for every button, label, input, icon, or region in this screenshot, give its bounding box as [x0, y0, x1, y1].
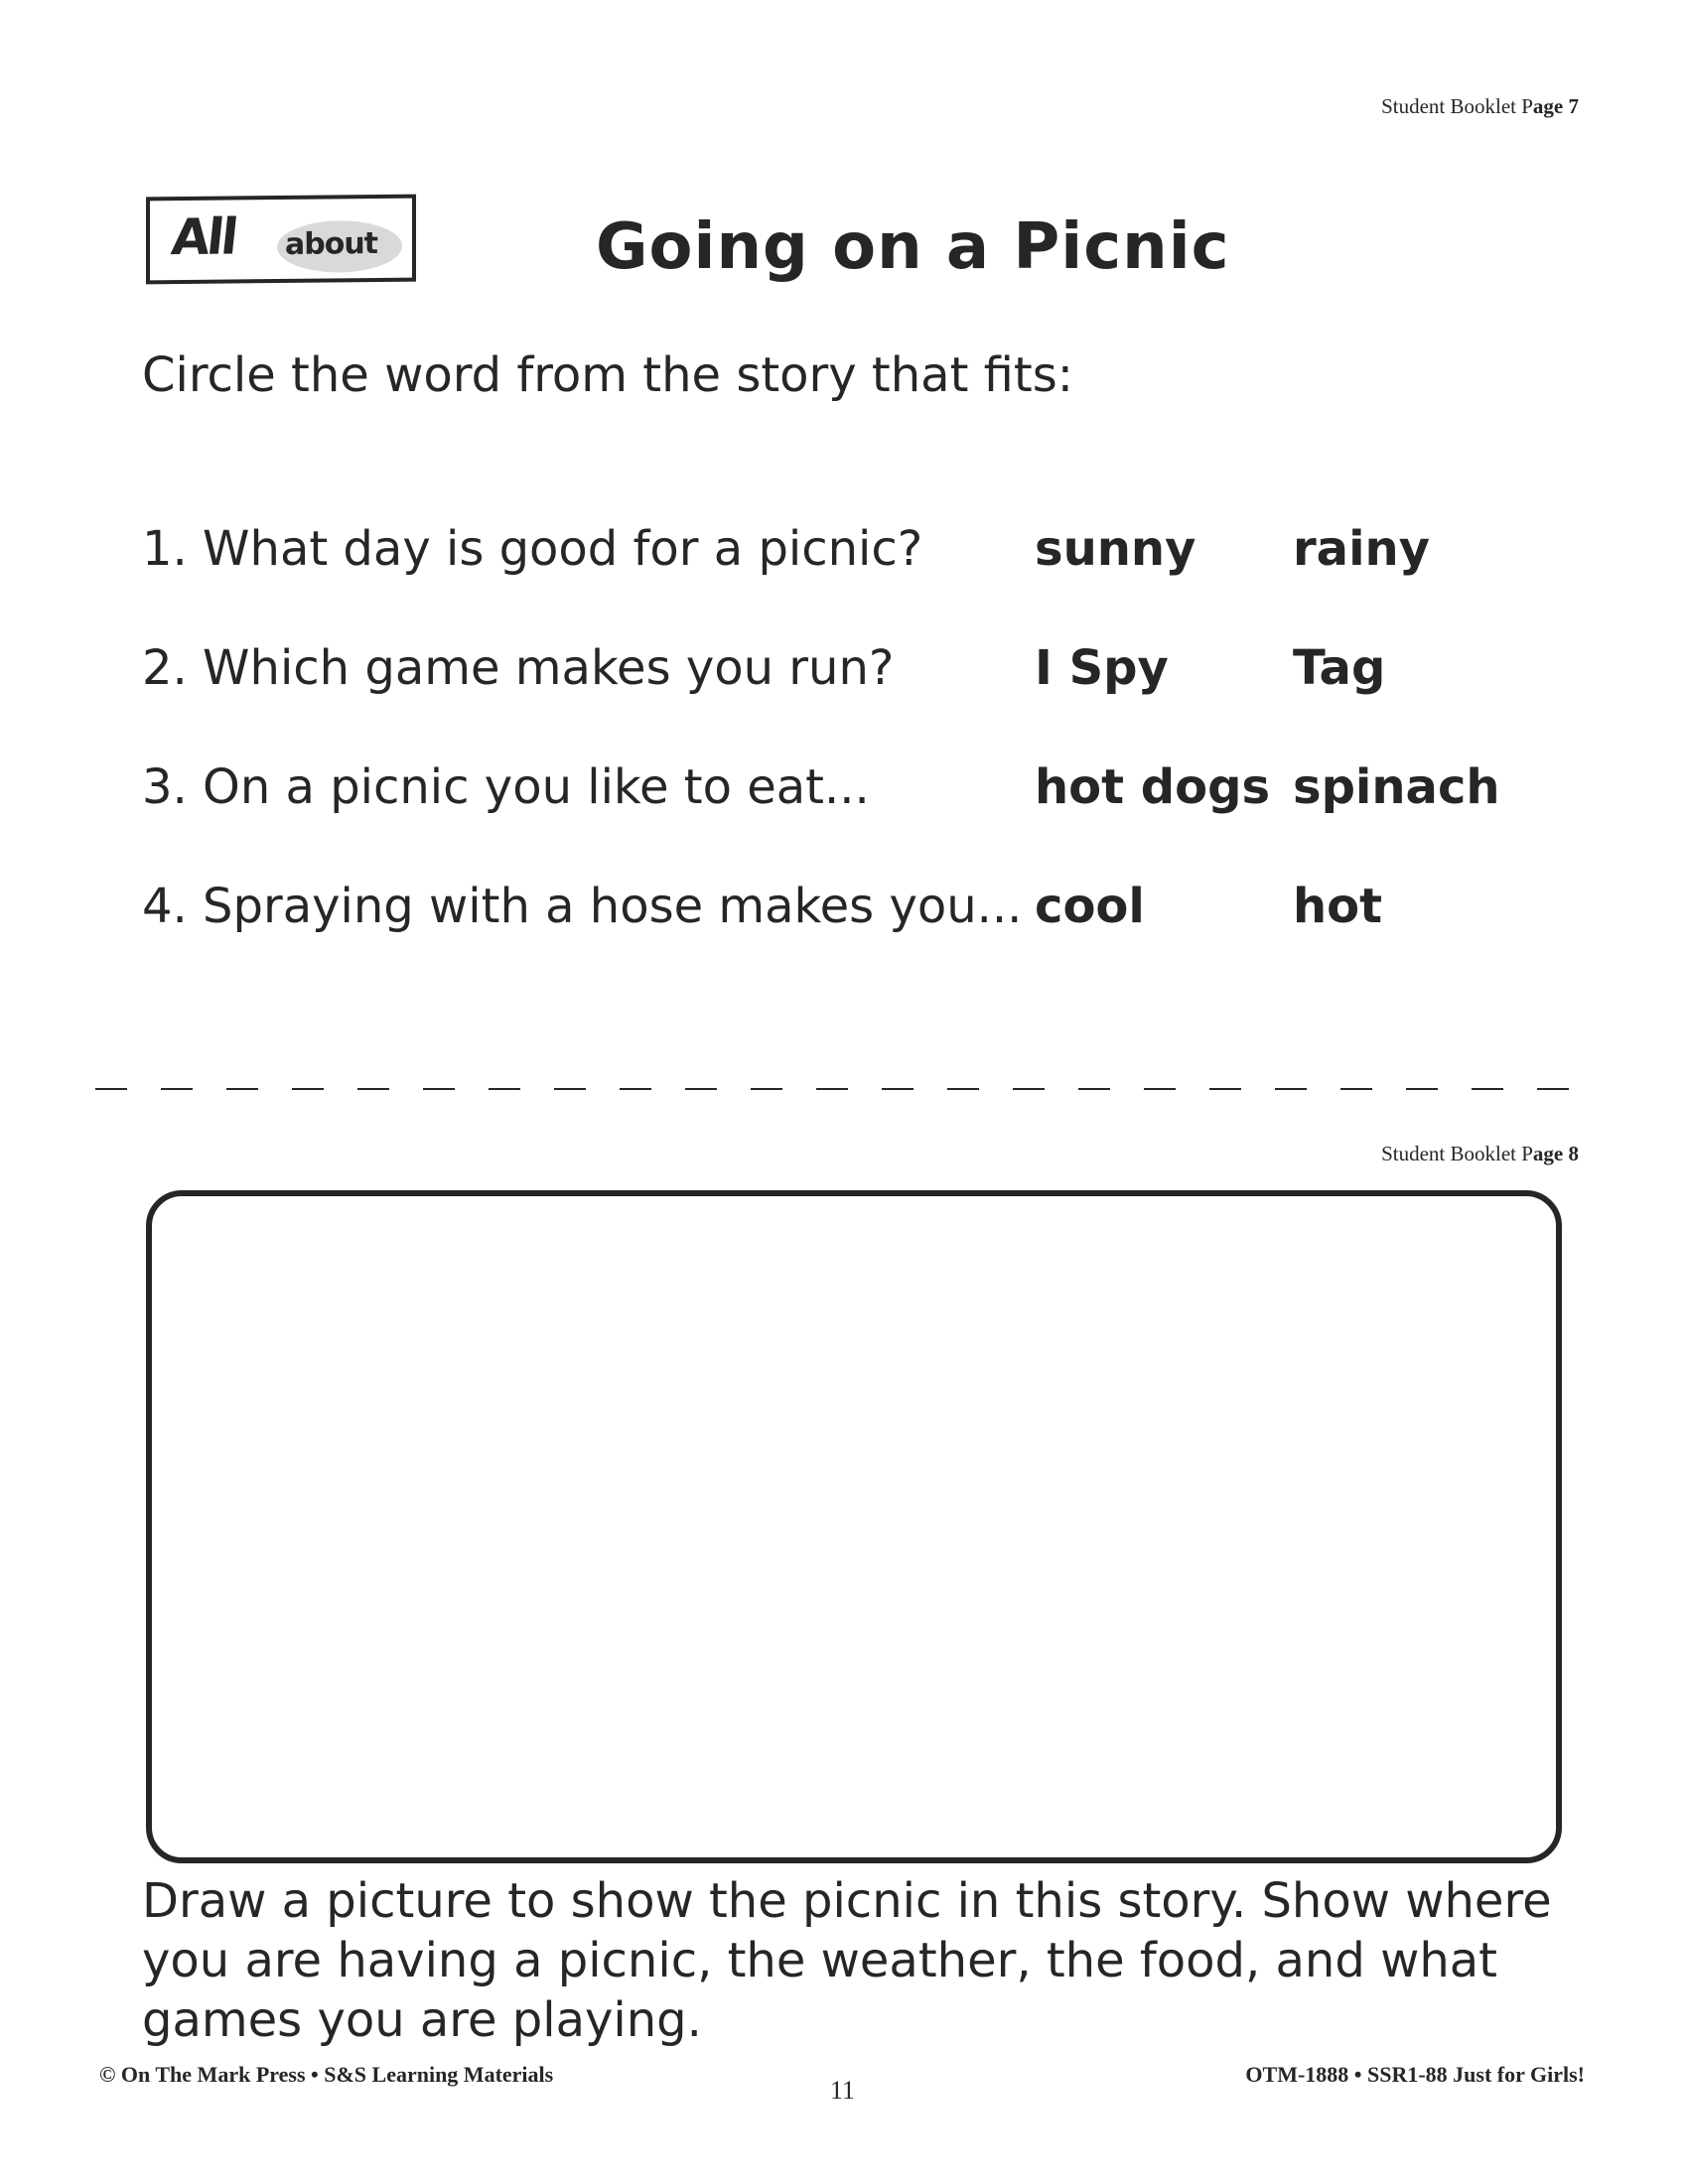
question-1: 1. What day is good for a picnic? [142, 521, 923, 577]
answer-choice[interactable]: spinach [1293, 759, 1500, 815]
answer-choice[interactable]: I Spy [1035, 640, 1169, 696]
answer-choice[interactable]: cool [1035, 879, 1145, 934]
badge-about-text: about [285, 225, 378, 262]
drawing-area-box[interactable] [146, 1190, 1562, 1863]
answer-choice[interactable]: Tag [1293, 640, 1386, 696]
page-number: 11 [830, 2076, 856, 2105]
question-2: 2. Which game makes you run? [142, 640, 895, 696]
page-label-number: age 7 [1532, 94, 1579, 118]
page-label-number: age 8 [1532, 1142, 1579, 1165]
page-label-prefix: Student Booklet P [1381, 1142, 1533, 1165]
question-4: 4. Spraying with a hose makes you... [142, 879, 1023, 934]
answer-choice[interactable]: rainy [1293, 521, 1430, 577]
question-3: 3. On a picnic you like to eat... [142, 759, 870, 815]
instruction-prompt: Circle the word from the story that fits: [142, 347, 1073, 403]
booklet-page-label-bottom [1381, 1142, 1579, 1166]
page-label-prefix: Student Booklet P [1381, 94, 1533, 118]
footer-product-code: OTM-1888 • SSR1-88 Just for Girls! [1245, 2062, 1585, 2087]
worksheet-title: Going on a Picnic [596, 210, 1230, 284]
answer-choice[interactable]: hot dogs [1035, 759, 1271, 815]
drawing-instructions: Draw a picture to show the picnic in this story. Show where you are having a picnic, the weather, the food, and what games you are playing. [142, 1873, 1552, 2048]
answer-choice[interactable]: hot [1293, 879, 1383, 934]
footer-copyright: © On The Mark Press • S&S Learning Materials [99, 2062, 554, 2087]
dashed-cut-line [95, 1084, 1585, 1094]
answer-choice[interactable]: sunny [1035, 521, 1196, 577]
booklet-page-label-top [1381, 94, 1579, 119]
badge-all-text: All [168, 207, 239, 267]
all-about-badge [146, 195, 416, 285]
